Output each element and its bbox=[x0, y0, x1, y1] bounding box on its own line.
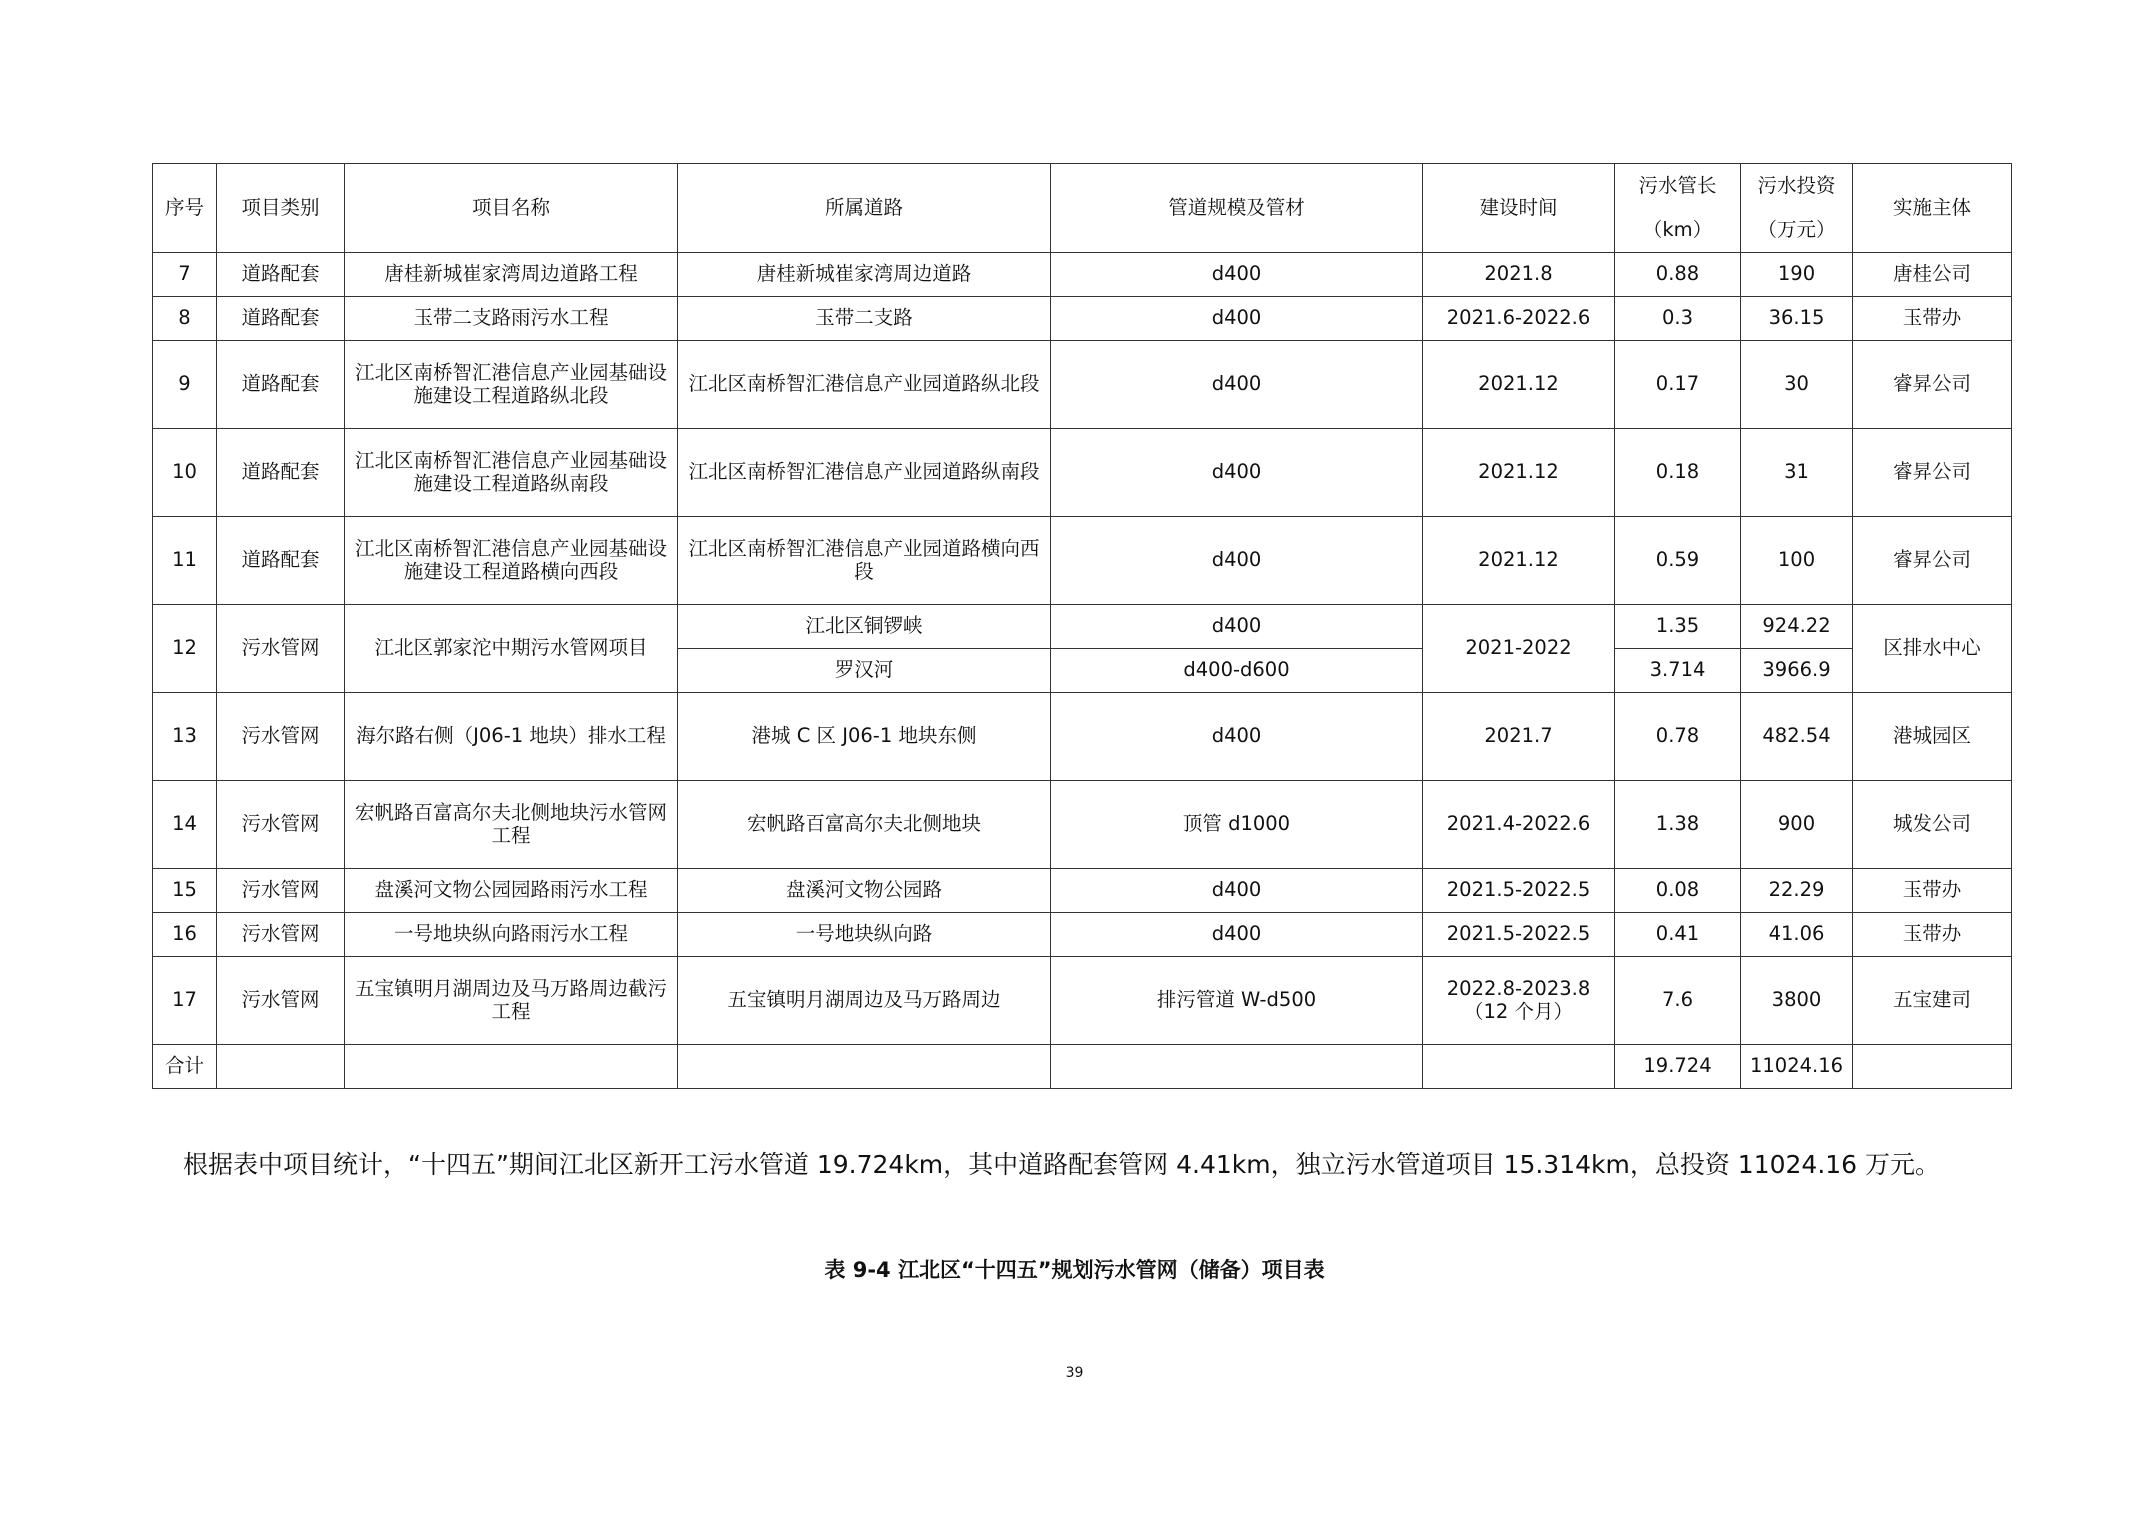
project-table bbox=[152, 163, 2012, 1089]
cell-time: 2021.4-2022.6 bbox=[1423, 781, 1615, 869]
cell-seq: 9 bbox=[153, 341, 217, 429]
cell-name: 玉带二支路雨污水工程 bbox=[345, 297, 678, 341]
cell-name: 海尔路右侧（J06-1 地块）排水工程 bbox=[345, 693, 678, 781]
cell-category: 污水管网 bbox=[217, 957, 345, 1045]
cell-category: 道路配套 bbox=[217, 297, 345, 341]
header-invest bbox=[1741, 164, 1853, 253]
cell-time: 2021.6-2022.6 bbox=[1423, 297, 1615, 341]
cell-length: 0.59 bbox=[1615, 517, 1741, 605]
cell-invest: 3966.9 bbox=[1741, 649, 1853, 693]
table-row bbox=[153, 913, 2012, 957]
cell-length: 3.714 bbox=[1615, 649, 1741, 693]
total-empty bbox=[1423, 1045, 1615, 1089]
cell-owner: 睿昇公司 bbox=[1853, 429, 2012, 517]
cell-owner: 睿昇公司 bbox=[1853, 341, 2012, 429]
cell-seq: 7 bbox=[153, 253, 217, 297]
cell-seq: 14 bbox=[153, 781, 217, 869]
cell-name: 江北区南桥智汇港信息产业园基础设施建设工程道路纵南段 bbox=[345, 429, 678, 517]
cell-time: 2021.12 bbox=[1423, 341, 1615, 429]
header-pipe: 管道规模及管材 bbox=[1051, 164, 1423, 253]
cell-name: 江北区南桥智汇港信息产业园基础设施建设工程道路纵北段 bbox=[345, 341, 678, 429]
header-owner: 实施主体 bbox=[1853, 164, 2012, 253]
table-row bbox=[153, 869, 2012, 913]
header-row bbox=[153, 164, 2012, 253]
cell-owner: 玉带办 bbox=[1853, 297, 2012, 341]
cell-road: 江北区南桥智汇港信息产业园道路纵南段 bbox=[678, 429, 1051, 517]
table-row bbox=[153, 253, 2012, 297]
cell-length: 0.18 bbox=[1615, 429, 1741, 517]
cell-owner: 唐桂公司 bbox=[1853, 253, 2012, 297]
cell-invest: 190 bbox=[1741, 253, 1853, 297]
cell-category: 道路配套 bbox=[217, 429, 345, 517]
cell-name: 盘溪河文物公园园路雨污水工程 bbox=[345, 869, 678, 913]
table-row bbox=[153, 781, 2012, 869]
cell-category: 道路配套 bbox=[217, 517, 345, 605]
cell-pipe: d400 bbox=[1051, 693, 1423, 781]
cell-category: 道路配套 bbox=[217, 253, 345, 297]
header-name: 项目名称 bbox=[345, 164, 678, 253]
total-invest: 11024.16 bbox=[1741, 1045, 1853, 1089]
cell-owner: 五宝建司 bbox=[1853, 957, 2012, 1045]
cell-name: 唐桂新城崔家湾周边道路工程 bbox=[345, 253, 678, 297]
cell-road: 罗汉河 bbox=[678, 649, 1051, 693]
cell-road: 盘溪河文物公园路 bbox=[678, 869, 1051, 913]
cell-category: 道路配套 bbox=[217, 341, 345, 429]
cell-length: 0.08 bbox=[1615, 869, 1741, 913]
cell-pipe: d400 bbox=[1051, 605, 1423, 649]
cell-seq: 8 bbox=[153, 297, 217, 341]
cell-invest: 3800 bbox=[1741, 957, 1853, 1045]
cell-time: 2021.8 bbox=[1423, 253, 1615, 297]
cell-owner: 玉带办 bbox=[1853, 869, 2012, 913]
cell-pipe: d400 bbox=[1051, 341, 1423, 429]
cell-pipe: 顶管 d1000 bbox=[1051, 781, 1423, 869]
table-row bbox=[153, 517, 2012, 605]
header-time: 建设时间 bbox=[1423, 164, 1615, 253]
cell-length: 0.78 bbox=[1615, 693, 1741, 781]
header-length-line1: 污水管长 bbox=[1638, 174, 1717, 197]
cell-seq: 12 bbox=[153, 605, 217, 693]
cell-seq: 16 bbox=[153, 913, 217, 957]
cell-owner: 区排水中心 bbox=[1853, 605, 2012, 693]
cell-road: 江北区铜锣峡 bbox=[678, 605, 1051, 649]
total-length: 19.724 bbox=[1615, 1045, 1741, 1089]
header-road: 所属道路 bbox=[678, 164, 1051, 253]
total-empty bbox=[1051, 1045, 1423, 1089]
cell-road: 宏帆路百富高尔夫北侧地块 bbox=[678, 781, 1051, 869]
cell-pipe: 排污管道 W-d500 bbox=[1051, 957, 1423, 1045]
cell-length: 1.35 bbox=[1615, 605, 1741, 649]
cell-invest: 36.15 bbox=[1741, 297, 1853, 341]
cell-owner: 港城园区 bbox=[1853, 693, 2012, 781]
cell-owner: 城发公司 bbox=[1853, 781, 2012, 869]
cell-name: 五宝镇明月湖周边及马万路周边截污工程 bbox=[345, 957, 678, 1045]
cell-pipe: d400 bbox=[1051, 913, 1423, 957]
header-length-line2: （km） bbox=[1642, 218, 1713, 241]
cell-invest: 30 bbox=[1741, 341, 1853, 429]
cell-time: 2021.7 bbox=[1423, 693, 1615, 781]
cell-road: 玉带二支路 bbox=[678, 297, 1051, 341]
cell-invest: 924.22 bbox=[1741, 605, 1853, 649]
cell-invest: 41.06 bbox=[1741, 913, 1853, 957]
cell-time: 2021.12 bbox=[1423, 517, 1615, 605]
table-row bbox=[153, 693, 2012, 781]
cell-time: 2021.5-2022.5 bbox=[1423, 869, 1615, 913]
header-length bbox=[1615, 164, 1741, 253]
cell-road: 五宝镇明月湖周边及马万路周边 bbox=[678, 957, 1051, 1045]
cell-seq: 13 bbox=[153, 693, 217, 781]
cell-seq: 11 bbox=[153, 517, 217, 605]
cell-time: 2021.5-2022.5 bbox=[1423, 913, 1615, 957]
cell-seq: 17 bbox=[153, 957, 217, 1045]
cell-pipe: d400-d600 bbox=[1051, 649, 1423, 693]
cell-length: 1.38 bbox=[1615, 781, 1741, 869]
cell-owner: 玉带办 bbox=[1853, 913, 2012, 957]
cell-invest: 482.54 bbox=[1741, 693, 1853, 781]
cell-category: 污水管网 bbox=[217, 781, 345, 869]
cell-category: 污水管网 bbox=[217, 869, 345, 913]
total-empty bbox=[1853, 1045, 2012, 1089]
cell-time: 2022.8-2023.8（12 个月） bbox=[1423, 957, 1615, 1045]
table-row bbox=[153, 297, 2012, 341]
table-row bbox=[153, 605, 2012, 649]
header-seq: 序号 bbox=[153, 164, 217, 253]
cell-name: 宏帆路百富高尔夫北侧地块污水管网工程 bbox=[345, 781, 678, 869]
cell-category: 污水管网 bbox=[217, 913, 345, 957]
cell-pipe: d400 bbox=[1051, 429, 1423, 517]
cell-road: 一号地块纵向路 bbox=[678, 913, 1051, 957]
total-label: 合计 bbox=[153, 1045, 217, 1089]
cell-length: 0.17 bbox=[1615, 341, 1741, 429]
cell-category: 污水管网 bbox=[217, 605, 345, 693]
table-caption: 表 9-4 江北区“十四五”规划污水管网（储备）项目表 bbox=[824, 1258, 1325, 1282]
cell-seq: 15 bbox=[153, 869, 217, 913]
cell-length: 0.88 bbox=[1615, 253, 1741, 297]
cell-road: 江北区南桥智汇港信息产业园道路横向西段 bbox=[678, 517, 1051, 605]
cell-pipe: d400 bbox=[1051, 297, 1423, 341]
cell-length: 0.41 bbox=[1615, 913, 1741, 957]
cell-pipe: d400 bbox=[1051, 253, 1423, 297]
cell-road: 江北区南桥智汇港信息产业园道路纵北段 bbox=[678, 341, 1051, 429]
table-row bbox=[153, 957, 2012, 1045]
cell-invest: 100 bbox=[1741, 517, 1853, 605]
page-number: 39 bbox=[1065, 1365, 1084, 1381]
cell-invest: 22.29 bbox=[1741, 869, 1853, 913]
cell-road: 唐桂新城崔家湾周边道路 bbox=[678, 253, 1051, 297]
header-invest-line2: （万元） bbox=[1757, 218, 1836, 241]
cell-length: 0.3 bbox=[1615, 297, 1741, 341]
cell-invest: 900 bbox=[1741, 781, 1853, 869]
total-empty bbox=[217, 1045, 345, 1089]
cell-invest: 31 bbox=[1741, 429, 1853, 517]
table-row bbox=[153, 429, 2012, 517]
cell-name: 江北区南桥智汇港信息产业园基础设施建设工程道路横向西段 bbox=[345, 517, 678, 605]
header-category: 项目类别 bbox=[217, 164, 345, 253]
cell-pipe: d400 bbox=[1051, 517, 1423, 605]
total-row bbox=[153, 1045, 2012, 1089]
cell-seq: 10 bbox=[153, 429, 217, 517]
cell-owner: 睿昇公司 bbox=[1853, 517, 2012, 605]
header-invest-line1: 污水投资 bbox=[1757, 174, 1836, 197]
cell-road: 港城 C 区 J06-1 地块东侧 bbox=[678, 693, 1051, 781]
cell-name: 一号地块纵向路雨污水工程 bbox=[345, 913, 678, 957]
cell-time: 2021.12 bbox=[1423, 429, 1615, 517]
cell-pipe: d400 bbox=[1051, 869, 1423, 913]
summary-paragraph: 根据表中项目统计，“十四五”期间江北区新开工污水管道 19.724km，其中道路配套管网 4.41km，独立污水管道项目 15.314km，总投资 11024.16 万元。 bbox=[183, 1150, 1941, 1179]
cell-category: 污水管网 bbox=[217, 693, 345, 781]
cell-time: 2021-2022 bbox=[1423, 605, 1615, 693]
total-empty bbox=[678, 1045, 1051, 1089]
table-row bbox=[153, 341, 2012, 429]
cell-length: 7.6 bbox=[1615, 957, 1741, 1045]
cell-name: 江北区郭家沱中期污水管网项目 bbox=[345, 605, 678, 693]
total-empty bbox=[345, 1045, 678, 1089]
